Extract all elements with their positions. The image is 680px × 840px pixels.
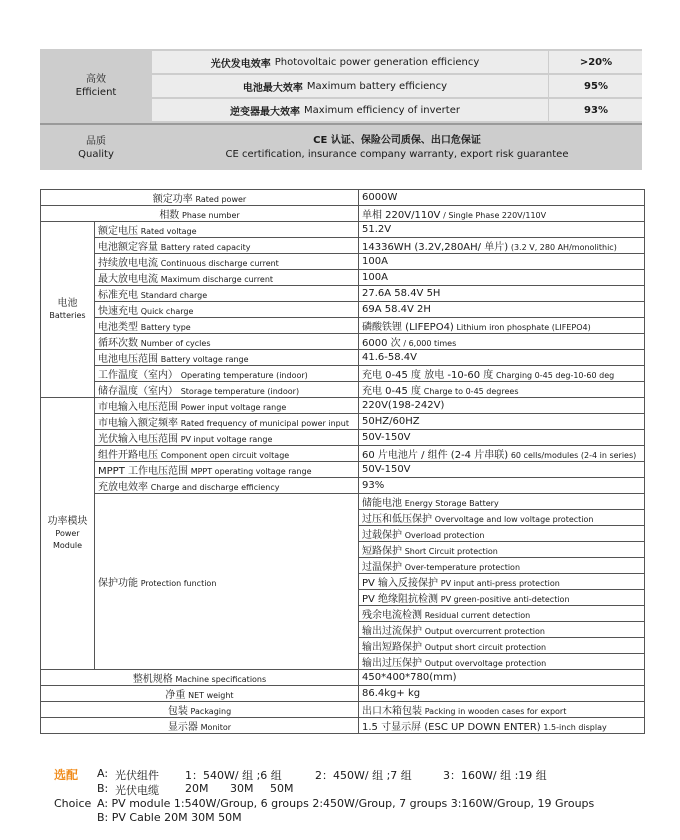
efficiency-label-en: Maximum battery efficiency (306, 80, 448, 92)
spec-label-en: Rated power (195, 195, 247, 204)
table-row (41, 686, 645, 702)
protection-item-en: PV input anti-press protection (440, 579, 560, 588)
batteries-category (41, 222, 95, 398)
spec-value (359, 462, 645, 478)
spec-value (359, 222, 645, 238)
table-row (41, 462, 645, 478)
power-module-category-en: Power (55, 528, 80, 538)
spec-label-en: Operating temperature (indoor) (180, 371, 308, 380)
spec-value-main: 充电 0-45 度 放电 -10-60 度 (362, 370, 494, 381)
efficiency-value: 93% (548, 99, 643, 121)
spec-label-cn: 电池额定容量 (98, 242, 158, 253)
spec-label-en: Number of cycles (140, 339, 211, 348)
power-module-category (41, 398, 95, 670)
protection-item-en: PV green-positive anti-detection (440, 595, 570, 604)
spec-value-en: / Single Phase 220V/110V (443, 211, 547, 220)
spec-value (359, 318, 645, 334)
protection-function-label (95, 494, 359, 670)
protection-item (359, 574, 645, 590)
spec-label-cn: 整机规格 (132, 674, 173, 685)
spec-label-cn: 循环次数 (98, 338, 138, 349)
table-row (41, 286, 645, 302)
quality-category-cn: 品质 (86, 135, 106, 147)
protection-item-cn: 过温保护 (362, 562, 402, 573)
spec-label-cn: 组件开路电压 (98, 450, 158, 461)
spec-value (359, 238, 645, 254)
choice-b-prefix: B: (97, 782, 109, 795)
spec-label-cn: 标准充电 (98, 290, 138, 301)
table-row (41, 302, 645, 318)
spec-label-en: Battery rated capacity (160, 243, 251, 252)
spec-value (359, 702, 645, 718)
table-row (41, 190, 645, 206)
spec-label-cn: 充放电效率 (98, 482, 148, 493)
spec-value-main: 50HZ/60HZ (362, 416, 420, 427)
protection-item (359, 494, 645, 510)
batteries-category-en: Batteries (49, 310, 86, 320)
spec-label (95, 302, 359, 318)
protection-item-cn: 输出过流保护 (362, 626, 422, 637)
spec-value (359, 382, 645, 398)
spec-value (359, 334, 645, 350)
spec-label (95, 462, 359, 478)
spec-label (41, 702, 359, 718)
spec-label (95, 238, 359, 254)
spec-value-main: 93% (362, 480, 385, 491)
choice-b-option: 50M (270, 782, 294, 795)
power-module-category-cn: 功率模块 (47, 515, 88, 527)
protection-item (359, 558, 645, 574)
spec-label (41, 718, 359, 734)
efficient-category-cn: 高效 (86, 74, 106, 85)
spec-label (95, 382, 359, 398)
spec-label-cn: MPPT 工作电压范围 (98, 466, 188, 477)
table-row (41, 254, 645, 270)
table-row (41, 446, 645, 462)
choice-title-cn: 选配 (54, 768, 79, 782)
spec-value-main: 50V-150V (362, 432, 411, 443)
spec-value (359, 446, 645, 462)
spec-label-cn: 市电输入额定频率 (98, 418, 178, 429)
quality-description (152, 125, 642, 170)
spec-value (359, 350, 645, 366)
spec-label-cn: 净重 (165, 690, 186, 701)
spec-label-en: Charge and discharge efficiency (150, 483, 280, 492)
protection-item (359, 526, 645, 542)
spec-label-en: Machine specifications (175, 675, 267, 684)
spec-value-main: 磷酸铁锂 (LIFEPO4) (362, 322, 454, 333)
protection-item (359, 622, 645, 638)
power-module-category-en: Module (52, 540, 83, 550)
spec-label-en: Power input voltage range (180, 403, 287, 412)
choice-line-a (54, 766, 78, 783)
efficiency-label-en: Maximum efficiency of inverter (304, 104, 460, 116)
protection-item (359, 542, 645, 558)
table-row (41, 702, 645, 718)
spec-value-main: 60 片电池片 / 组件 (2-4 片串联) (362, 450, 509, 461)
spec-label-en: Monitor (200, 723, 232, 732)
spec-value-main: 51.2V (362, 224, 392, 235)
protection-item-en: Overload protection (404, 531, 485, 540)
batteries-category-cn: 电池 (57, 297, 78, 309)
spec-label (95, 366, 359, 382)
spec-value-en: Charging 0-45 deg-10-60 deg (495, 371, 615, 380)
spec-label-cn: 相数 (159, 210, 180, 221)
spec-value-main: 6000W (362, 192, 398, 203)
choice-b-option: 30M (230, 782, 254, 795)
table-row (41, 382, 645, 398)
table-row (41, 238, 645, 254)
protection-item-cn: PV 绝缘阻抗检测 (362, 594, 439, 605)
spec-label-cn: 电池电压范围 (98, 354, 158, 365)
spec-value-main: 69A 58.4V 2H (362, 304, 431, 315)
efficiency-label-en: Photovoltaic power generation efficiency (274, 56, 480, 68)
table-row (41, 334, 645, 350)
spec-label-cn: 储存温度（室内） (98, 386, 178, 397)
protection-item (359, 590, 645, 606)
spec-label-en: Quick charge (140, 307, 194, 316)
spec-label-en: Continuous discharge current (160, 259, 279, 268)
spec-label (95, 270, 359, 286)
spec-label-en: Battery voltage range (160, 355, 249, 364)
table-row (41, 222, 645, 238)
spec-value-en: (3.2 V, 280 AH/monolithic) (510, 243, 617, 252)
protection-item-cn: PV 输入反接保护 (362, 578, 439, 589)
efficiency-label-cn: 光伏发电效率 (210, 58, 271, 70)
spec-label-en: Rated voltage (140, 227, 197, 236)
table-row (41, 318, 645, 334)
spec-value-en: Lithium iron phosphate (LIFEPO4) (456, 323, 591, 332)
spec-label (95, 286, 359, 302)
spec-value-en: Charge to 0-45 degrees (423, 387, 519, 396)
spec-label (41, 670, 359, 686)
spec-label (41, 190, 359, 206)
spec-label (95, 398, 359, 414)
spec-value-main: 出口木箱包装 (362, 706, 422, 717)
protection-item-cn: 过压和低压保护 (362, 514, 432, 525)
protection-item-en: Overvoltage and low voltage protection (434, 515, 594, 524)
spec-label (41, 686, 359, 702)
protection-item-cn: 过载保护 (362, 530, 402, 541)
spec-value (359, 718, 645, 734)
spec-value-main: 27.6A 58.4V 5H (362, 288, 441, 299)
spec-label-en: PV input voltage range (180, 435, 273, 444)
choice-a-option: 1：540W/ 组 ;6 组 (185, 769, 282, 782)
spec-value-main: 100A (362, 272, 388, 283)
spec-label-cn: 包装 (167, 706, 188, 717)
spec-value (359, 414, 645, 430)
protection-item-en: Energy Storage Battery (404, 499, 499, 508)
choice-a-prefix: A: (97, 767, 109, 780)
spec-label-cn: 市电输入电压范围 (98, 402, 178, 413)
spec-label (95, 430, 359, 446)
protection-item (359, 638, 645, 654)
spec-label-cn: 额定电压 (98, 226, 138, 237)
table-row (41, 478, 645, 494)
quality-category-en: Quality (78, 148, 114, 160)
spec-label-cn: 额定功率 (152, 194, 193, 205)
protection-item (359, 606, 645, 622)
spec-label (41, 206, 359, 222)
spec-label (95, 478, 359, 494)
efficiency-label-cn: 电池最大效率 (242, 82, 303, 94)
spec-label-cn: 光伏输入电压范围 (98, 434, 178, 445)
spec-value-main: 41.6-58.4V (362, 352, 417, 363)
spec-value-en: / 6,000 times (403, 339, 457, 348)
protection-item (359, 510, 645, 526)
choice-a-en: A: PV module 1:540W/Group, 6 groups 2:450W/Group, 7 groups 3:160W/Group, 19 Groups (97, 797, 595, 810)
table-row (41, 718, 645, 734)
spec-value (359, 206, 645, 222)
efficiency-label-cn: 逆变器最大效率 (230, 106, 301, 118)
efficient-category-en: Efficient (75, 87, 117, 98)
protection-item-cn: 输出过压保护 (362, 658, 422, 669)
spec-label (95, 350, 359, 366)
efficiency-value: >20% (548, 51, 643, 73)
spec-label-en: Phase number (182, 211, 240, 220)
spec-value (359, 430, 645, 446)
efficiency-row (152, 75, 642, 97)
spec-label (95, 446, 359, 462)
spec-label-cn: 最大放电电流 (98, 274, 158, 285)
protection-item-en: Output overvoltage protection (424, 659, 547, 668)
efficient-category (40, 49, 152, 123)
table-row (41, 366, 645, 382)
choice-a-option: 2：450W/ 组 ;7 组 (315, 769, 412, 782)
choice-b-label: 光伏电缆 (115, 784, 159, 797)
spec-value (359, 670, 645, 686)
spec-value-main: 14336WH (3.2V,280AH/ 单片) (362, 242, 509, 253)
spec-value (359, 302, 645, 318)
quality-desc-en: CE certification, insurance company warranty, export risk guarantee (225, 148, 569, 160)
spec-value-en: Packing in wooden cases for export (424, 707, 567, 716)
protection-label-cn: 保护功能 (98, 578, 138, 589)
spec-label-cn: 快速充电 (98, 306, 138, 317)
spec-label-cn: 持续放电电流 (98, 258, 158, 269)
spec-value-main: 充电 0-45 度 (362, 386, 422, 397)
spec-label-en: MPPT operating voltage range (190, 467, 312, 476)
spec-value-main: 1.5 寸显示屏 (ESC UP DOWN ENTER) (362, 722, 541, 733)
spec-label (95, 334, 359, 350)
table-row (41, 350, 645, 366)
spec-value (359, 286, 645, 302)
spec-value (359, 270, 645, 286)
spec-label (95, 222, 359, 238)
spec-value (359, 478, 645, 494)
efficiency-row (152, 99, 642, 121)
spec-value (359, 366, 645, 382)
choice-title-en: Choice (54, 797, 92, 810)
protection-item (359, 654, 645, 670)
spec-value-main: 50V-150V (362, 464, 411, 475)
spec-label-en: Maximum discharge current (160, 275, 274, 284)
spec-value-main: 单相 220V/110V (362, 210, 441, 221)
spec-value (359, 254, 645, 270)
table-row (41, 270, 645, 286)
spec-label (95, 318, 359, 334)
table-row (41, 430, 645, 446)
quality-category (40, 125, 152, 170)
spec-label-en: Component open circuit voltage (160, 451, 290, 460)
protection-item-en: Residual current detection (424, 611, 531, 620)
spec-value-main: 86.4kg+ kg (362, 688, 421, 699)
table-row (41, 206, 645, 222)
efficiency-quality-block (40, 49, 642, 170)
choice-a-label: 光伏组件 (115, 769, 159, 782)
protection-item-en: Output short circuit protection (424, 643, 547, 652)
efficiency-value: 95% (548, 75, 643, 97)
protection-item-cn: 输出短路保护 (362, 642, 422, 653)
choice-b-option: 20M (185, 782, 209, 795)
spec-value-main: 6000 次 (362, 338, 401, 349)
spec-value (359, 686, 645, 702)
spec-label-en: Storage temperature (indoor) (180, 387, 300, 396)
protection-item-en: Short Circuit protection (404, 547, 498, 556)
protection-item-cn: 短路保护 (362, 546, 402, 557)
spec-label-en: Battery type (140, 323, 191, 332)
protection-label-en: Protection function (140, 579, 217, 588)
spec-value-en: 60 cells/modules (2-4 in series) (510, 451, 637, 460)
table-row (41, 398, 645, 414)
efficiency-row (152, 51, 642, 73)
protection-item-cn: 残余电流检测 (362, 610, 422, 621)
protection-item-cn: 储能电池 (362, 498, 402, 509)
spec-value (359, 190, 645, 206)
spec-label-en: NET weight (188, 691, 234, 700)
spec-label-en: Rated frequency of municipal power input (180, 419, 349, 428)
quality-desc-cn: CE 认证、保险公司质保、出口危保证 (313, 134, 481, 146)
spec-label-en: Standard charge (140, 291, 208, 300)
spec-value-main: 450*400*780(mm) (362, 672, 457, 683)
spec-label-en: Packaging (190, 707, 232, 716)
spec-label-cn: 电池类型 (98, 322, 138, 333)
choice-a-option: 3：160W/ 组 :19 组 (443, 769, 547, 782)
table-row (41, 414, 645, 430)
table-row (41, 670, 645, 686)
spec-label-cn: 显示器 (167, 722, 198, 733)
spec-value-en: 1.5-inch display (543, 723, 607, 732)
table-row (41, 494, 645, 510)
protection-item-en: Output overcurrent protection (424, 627, 545, 636)
spec-table (40, 189, 645, 734)
spec-value (359, 398, 645, 414)
spec-value-main: 100A (362, 256, 388, 267)
spec-label-cn: 工作温度（室内） (98, 370, 178, 381)
spec-label (95, 414, 359, 430)
choice-b-en: B: PV Cable 20M 30M 50M (97, 811, 242, 824)
protection-item-en: Over-temperature protection (404, 563, 521, 572)
spec-value-main: 220V(198-242V) (362, 400, 445, 411)
spec-label (95, 254, 359, 270)
